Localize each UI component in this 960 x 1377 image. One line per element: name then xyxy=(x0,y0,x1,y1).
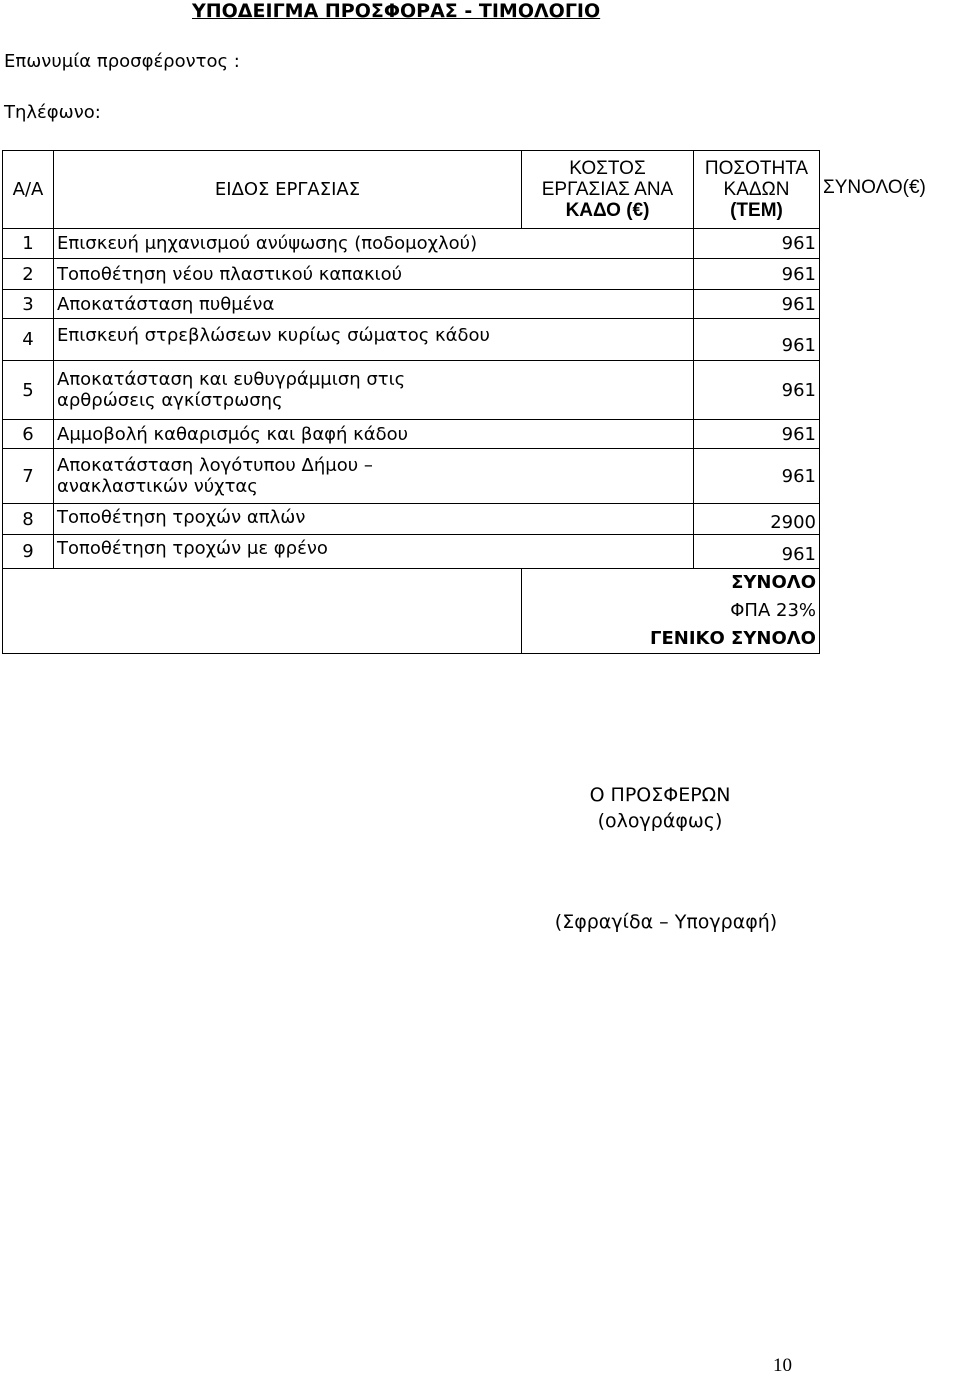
row-quantity: 961 xyxy=(694,319,820,361)
summary-vat-label: ΦΠΑ 23% xyxy=(522,597,820,625)
row-quantity: 961 xyxy=(694,449,820,504)
table-header-row xyxy=(3,151,959,229)
header-index: Α/Α xyxy=(3,151,54,229)
row-index: 4 xyxy=(3,319,54,361)
row-quantity: 961 xyxy=(694,535,820,569)
table-row xyxy=(3,535,959,569)
summary-row-subtotal xyxy=(3,569,959,597)
row-quantity: 961 xyxy=(694,420,820,449)
offeror-note: (ολογράφως) xyxy=(597,810,723,832)
row-description: Τοποθέτηση τροχών απλών xyxy=(54,504,694,535)
row-description-line1: Αποκατάσταση και ευθυγράμμιση στις xyxy=(57,369,406,390)
table-row xyxy=(3,319,959,361)
row-index: 2 xyxy=(3,259,54,290)
document-title: ΥΠΟΔΕΙΓΜΑ ΠΡΟΣΦΟΡΑΣ - ΤΙΜΟΛΟΓΙΟ xyxy=(192,0,601,22)
table-row xyxy=(3,449,959,504)
header-qty-line2: ΚΑΔΩΝ xyxy=(723,179,790,200)
phone-label: Τηλέφωνο: xyxy=(4,102,101,123)
row-total xyxy=(820,290,959,319)
header-quantity xyxy=(694,151,820,229)
row-description-line1: Αποκατάσταση λογότυπου Δήμου – xyxy=(57,455,373,476)
row-index: 8 xyxy=(3,504,54,535)
table-row xyxy=(3,259,959,290)
row-description: Επισκευή μηχανισμού ανύψωσης (ποδομοχλού) xyxy=(54,229,694,259)
row-index: 1 xyxy=(3,229,54,259)
header-work-type: ΕΙΔΟΣ ΕΡΓΑΣΙΑΣ xyxy=(54,151,522,229)
row-description xyxy=(54,361,694,420)
row-description-line2: αρθρώσεις αγκίστρωσης xyxy=(57,390,283,411)
summary-vat-value xyxy=(820,597,959,625)
row-index: 9 xyxy=(3,535,54,569)
company-name-label: Επωνυμία προσφέροντος : xyxy=(4,51,240,72)
row-description: Επισκευή στρεβλώσεων κυρίως σώματος κάδου xyxy=(54,319,694,361)
row-description: Τοποθέτηση τροχών με φρένο xyxy=(54,535,694,569)
table-row xyxy=(3,290,959,319)
row-quantity: 961 xyxy=(694,259,820,290)
row-description: Αποκατάσταση πυθμένα xyxy=(54,290,694,319)
summary-grand-total-label: ΓΕΝΙΚΟ ΣΥΝΟΛΟ xyxy=(522,625,820,654)
header-cost-per-bin xyxy=(522,151,694,229)
row-description: Αμμοβολή καθαρισμός και βαφή κάδου xyxy=(54,420,694,449)
row-total xyxy=(820,504,959,535)
row-quantity: 961 xyxy=(694,290,820,319)
header-qty-line1: ΠΟΣΟΤΗΤΑ xyxy=(704,158,809,179)
row-index: 5 xyxy=(3,361,54,420)
row-quantity: 2900 xyxy=(694,504,820,535)
table-row xyxy=(3,420,959,449)
row-total xyxy=(820,420,959,449)
page-number: 10 xyxy=(773,1355,792,1376)
offer-table xyxy=(2,150,959,654)
header-cost-line3: ΚΑΔΟ (€) xyxy=(565,200,650,221)
summary-blank-area xyxy=(3,569,522,654)
row-quantity: 961 xyxy=(694,229,820,259)
row-total xyxy=(820,449,959,504)
row-total xyxy=(820,535,959,569)
summary-subtotal-value xyxy=(820,569,959,597)
summary-subtotal-label: ΣΥΝΟΛΟ xyxy=(522,569,820,597)
row-index: 6 xyxy=(3,420,54,449)
header-qty-line3: (ΤΕΜ) xyxy=(730,200,783,221)
table-row xyxy=(3,361,959,420)
row-total xyxy=(820,319,959,361)
header-cost-line2: ΕΡΓΑΣΙΑΣ ΑΝΑ xyxy=(541,179,674,200)
table-row xyxy=(3,229,959,259)
table-row xyxy=(3,504,959,535)
stamp-signature-label: (Σφραγίδα – Υπογραφή) xyxy=(554,911,778,933)
row-total xyxy=(820,361,959,420)
header-cost-line1: ΚΟΣΤΟΣ xyxy=(569,158,646,179)
summary-grand-total-value xyxy=(820,625,959,654)
row-description: Τοποθέτηση νέου πλαστικού καπακιού xyxy=(54,259,694,290)
row-total xyxy=(820,229,959,259)
offeror-title: Ο ΠΡΟΣΦΕΡΩΝ xyxy=(589,784,731,806)
row-index: 3 xyxy=(3,290,54,319)
row-total xyxy=(820,259,959,290)
row-description-line2: ανακλαστικών νύχτας xyxy=(57,476,258,497)
header-total: ΣΥΝΟΛΟ(€) xyxy=(823,176,926,198)
row-description xyxy=(54,449,694,504)
row-index: 7 xyxy=(3,449,54,504)
row-quantity: 961 xyxy=(694,361,820,420)
